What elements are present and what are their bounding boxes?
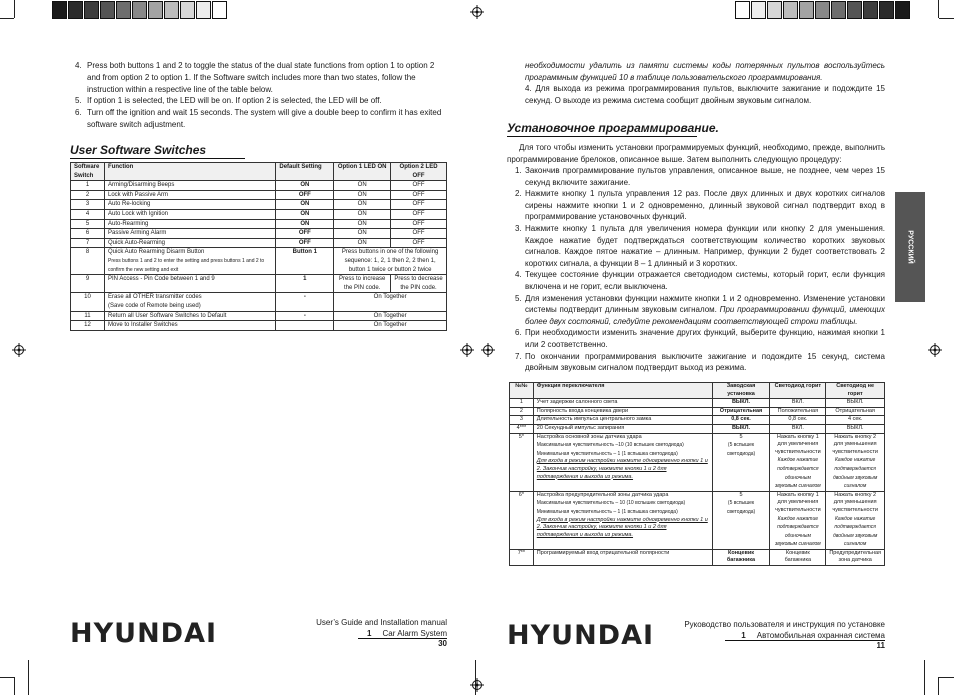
table-row: 4*** 20 Секундный импульс запирания ВЫКЛ. ВКЛ. ВЫКЛ.: [510, 424, 885, 433]
footer-text: Руководство пользователя и инструкция по установке 1 Автомобильная охранная система: [684, 620, 885, 640]
registration-mark-icon: [470, 5, 484, 19]
registration-mark-icon: [481, 343, 495, 357]
table-row: 5 Auto-Rearming ON ON OFF: [71, 219, 447, 229]
table-row: 1 Учет задержки салонного света ВЫКЛ. ВКЛ. ВЫКЛ.: [510, 399, 885, 408]
table-row: 3 Auto Re-locking ON ON OFF: [71, 200, 447, 210]
color-swatch: [52, 1, 67, 19]
procedure-steps: [515, 165, 885, 374]
list-item: 7. По окончании программирования выключите зажигание и подождите 15 секунд, система двойным звуковым сигналом подтвердит выход из режима.: [515, 351, 885, 373]
table-row: 1 Arming/Disarming Beeps ON ON OFF: [71, 181, 447, 191]
color-calibration-bar: [52, 1, 228, 19]
color-swatch: [831, 1, 846, 19]
instruction-steps: [75, 60, 447, 131]
divider: [70, 158, 245, 159]
crop-mark: [0, 677, 14, 678]
color-swatch: [68, 1, 83, 19]
section-title: User Software Switches: [70, 143, 207, 157]
table-row: 7** Программируемый вход отрицательной полярности Концевик багажника Концевик багажника Предупредительная зона датчика: [510, 549, 885, 565]
table-row: 2 Полярность входа концевика двери Отрицательная Положительная Отрицательная: [510, 407, 885, 416]
crop-mark: [14, 677, 15, 695]
brand-logo: HYUNDAI: [507, 620, 655, 651]
color-swatch: [164, 1, 179, 19]
color-swatch: [148, 1, 163, 19]
color-swatch: [847, 1, 862, 19]
list-item: 5. Для изменения установки функции нажмите кнопки 1 и 2 одновременно. Изменение установки системы подтвердит длинным звуковым сигналом. При программировании функций, имеющих более двух состояний, следуйте рекомендациям соответствующей строки таблицы.: [515, 293, 885, 326]
table-row: 10 Erase all OTHER transmitter codes (Save code of Remote being used) - On Together: [71, 293, 447, 311]
table-row: 2 Lock with Passive Arm OFF ON OFF: [71, 190, 447, 200]
crop-mark: [938, 677, 939, 695]
page-number: 11: [876, 641, 885, 650]
list-item: 4. Press both buttons 1 and 2 to toggle the status of the dual state functions from option 1 to option 2 and from option 2 to option 1. If the Software switch includes more than two states, follow the instruction within a respective line of the table below.: [75, 61, 435, 94]
list-item: 3. Нажмите кнопку 1 пульта для увеличения номера функции или кнопку 2 для уменьшения. Каждое нажатие будет подтверждаться соответствующим количество коротких звуковых сигналов. Каждое пятое нажатие – длинным. Например, функции 2 будет соответствовать 2 коротких сигнала, а функции 8 – 1 длинный и 3 коротких.: [515, 223, 885, 268]
table-row: 9 PIN Access - Pin Code between 1 and 9 1 Press to increase the PIN code. Press to decrease the PIN code.: [71, 275, 447, 293]
color-swatch: [116, 1, 131, 19]
table-row: 3 Длительность импульса центрального замка 0,8 сек. 0,8 сек. 4 сек.: [510, 416, 885, 425]
color-swatch: [815, 1, 830, 19]
intro-step: 4. Для выхода из режима программирования пультов, выключите зажигание и подождите 15 секунд. О выходе из режима система сообщит двойным звуковым сигналом.: [525, 84, 885, 105]
table-row: 12 Move to Installer Switches On Together: [71, 321, 447, 331]
table-row: 6* Настройка предупредительной зоны датчика удара Максимальная чувствительность – 10 (10 вспышек светодиода) Минимальная чувствительность – 1 (1 вспышка светодиода) Для входа в режим настройки нажмите одновременно кнопки 1 и 2. Закончив настройку, нажмите кнопки 1 и 2 для подтверждения и выхода из режима. 5 (5 вспышек светодиода) Нажать кнопку 1 для увеличения чувствительности Каждое нажатие подтверждается одиночным звуковым сигналом Нажать кнопку 2 для уменьшения чувствительности Каждое нажатие подтверждается двойным звуковым сигналом: [510, 491, 885, 549]
table-row: 11 Return all User Software Switches to Default - On Together: [71, 311, 447, 321]
color-swatch: [879, 1, 894, 19]
table-row: 6 Passive Arming Alarm OFF ON OFF: [71, 229, 447, 239]
color-swatch: [180, 1, 195, 19]
list-item: 5. If option 1 is selected, the LED will be on. If option 2 is selected, the LED will be off.: [75, 96, 382, 106]
list-item: 6. При необходимости изменить значение других функций, выберите функцию, нажимая кнопки 1 или 2 соответственно.: [515, 328, 885, 349]
crop-mark: [939, 18, 954, 19]
table-row: 4 Auto Lock with Ignition ON ON OFF: [71, 209, 447, 219]
crop-mark: [28, 660, 29, 695]
crop-mark: [14, 0, 15, 18]
crop-mark: [938, 0, 939, 18]
color-swatch: [84, 1, 99, 19]
color-swatch: [212, 1, 227, 19]
color-swatch: [735, 1, 750, 19]
registration-mark-icon: [12, 343, 26, 357]
installer-switches-table: [509, 382, 885, 566]
divider: [507, 136, 697, 137]
crop-mark: [924, 660, 925, 695]
brand-logo: HYUNDAI: [70, 618, 218, 649]
crop-mark: [0, 18, 14, 19]
intro-paragraph: необходимости удалить из памяти системы коды потерянных пультов воспользуйтесь программным функцией 10 в таблице пользовательского программирования.: [525, 61, 885, 82]
list-item: 2. Нажмите кнопку 1 пульта управления 12 раз. После двух длинных и двух коротких сигналов сирены нажмите кнопки 1 и 2 одновременно, длинный звуковой сигнал подтвердит вход в программирование установочных функций.: [515, 189, 885, 222]
table-row: 5* Настройка основной зоны датчика удара Максимальная чувствительность –10 (10 вспышек светодиода) Минимальная чувствительность – 1 (1 вспышка светодиода) Для входа в режим настройки нажмите одновременно кнопки 1 и 2. Закончив настройку, нажмите кнопки 1 и 2 для подтверждения и выхода из режима. 5 (5 вспышек светодиода) Нажать кнопку 1 для увеличения чувствительности Каждое нажатие подтверждается одиночным звуковым сигналом Нажать кнопку 2 для уменьшения чувствительности Каждое нажатие подтверждается двойным звуковым сигналом: [510, 433, 885, 491]
software-switches-table: [70, 162, 447, 331]
crop-mark: [939, 677, 954, 678]
list-item: 6. Turn off the ignition and wait 15 seconds. The system will give a double beep to confirm it has exited software switch adjustment.: [75, 108, 442, 129]
color-swatch: [196, 1, 211, 19]
color-calibration-bar: [735, 1, 911, 19]
color-swatch: [799, 1, 814, 19]
page-number: 30: [438, 639, 447, 648]
registration-mark-icon: [928, 343, 942, 357]
color-swatch: [895, 1, 910, 19]
color-swatch: [132, 1, 147, 19]
table-row: 8 Quick Auto Rearming Disarm Button Press buttons 1 and 2 to enter the setting and press buttons 1 and 2 to confirm the new setting and exit Button 1 Press buttons in one of the following sequence: 1, 2, 1 then 2, 2 then 1, button 1 twice or button 2 twice: [71, 248, 447, 275]
table-header-row: Software Switch Function Default Setting Option 1 LED ON Option 2 LED OFF: [71, 163, 447, 181]
procedure-intro: Для того чтобы изменить установки программируемых функций, необходимо, прежде, выполнить программирование брелоков, описанное выше. Затем выполнить следующую процедуру:: [507, 143, 885, 164]
color-swatch: [863, 1, 878, 19]
registration-mark-icon: [460, 343, 474, 357]
color-swatch: [751, 1, 766, 19]
language-tab: РУССКИЙ: [895, 192, 925, 302]
list-item: 4. Текущее состояние функции отражается светодиодом системы, который горит, если функция включена и не горит, если выключена.: [515, 270, 885, 291]
footer-text: User’s Guide and Installation manual 1 Car Alarm System: [316, 618, 447, 638]
section-title: Установочное программирование.: [507, 121, 719, 135]
list-item: 1. Закончив программирование пультов управления, описанное выше, не позднее, чем через 15 секунд включите зажигание.: [515, 166, 885, 187]
color-swatch: [783, 1, 798, 19]
registration-mark-icon: [470, 678, 484, 692]
color-swatch: [100, 1, 115, 19]
color-swatch: [767, 1, 782, 19]
table-header-row: №№ Функция переключателя Заводская установка Светодиод горит Светодиод не горит: [510, 383, 885, 399]
table-row: 7 Quick Auto-Rearming OFF ON OFF: [71, 238, 447, 248]
